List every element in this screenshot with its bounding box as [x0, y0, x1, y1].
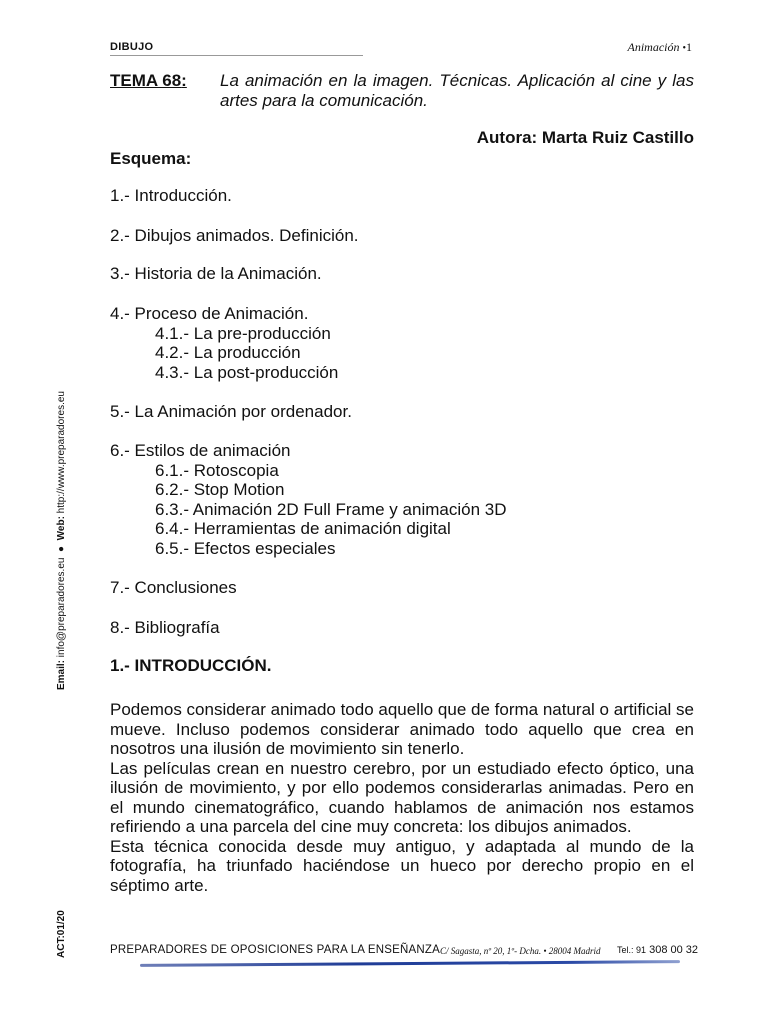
outline-subitem: 6.4.- Herramientas de animación digital [155, 519, 451, 538]
document-code: ACT:01/20 [56, 910, 67, 958]
header-section: DIBUJO [110, 41, 154, 53]
footer-tel-label: Tel.: 91 [617, 945, 647, 955]
outline-heading: Esquema: [110, 149, 192, 168]
header-rule [110, 55, 363, 56]
page-number: 1 [686, 40, 692, 54]
paragraph: Podemos considerar animado todo aquello que de forma natural o artificial se mueve. Incluso podemos considerar animado todo aquello que crea en nosotros una ilusión de movimiento sin tenerlo. [110, 700, 695, 758]
email-link[interactable]: info@preparadores.eu [56, 557, 67, 658]
outline-subitem: 6.2.- Stop Motion [155, 480, 285, 499]
footer-tel-number: 308 00 32 [649, 944, 699, 956]
outline-item-5: 5.- La Animación por ordenador. [110, 402, 352, 421]
author: Autora: Marta Ruiz Castillo [476, 128, 694, 147]
outline-subitem: 4.1.- La pre-producción [155, 323, 331, 343]
outline-subitem: 4.3.- La post-producción [155, 362, 339, 382]
outline-item-6-title: 6.- Estilos de animación [110, 441, 291, 460]
tema-label: TEMA 68: [110, 71, 187, 90]
separator-dot: ● [56, 545, 67, 552]
outline-item-1: 1.- Introducción. [110, 186, 232, 205]
outline-item-8: 8.- Bibliografía [110, 618, 220, 637]
footer-rule [140, 960, 680, 967]
paragraph: Las películas crean en nuestro cerebro, por un estudiado efecto óptico, una ilusión de movimiento, y por ello podemos considerarlas animadas. Pero en el mundo cinematográfico, cuando hablamos de animación nos estamos refiriendo a una parcela del cine muy concreta: los dibujos animados. [110, 758, 694, 836]
outline-subitem: 6.1.- Rotoscopia [155, 460, 279, 480]
outline-item-3: 3.- Historia de la Animación. [110, 264, 322, 283]
outline-item-6 [110, 441, 694, 558]
tema-title: La animación en la imagen. Técnicas. Aplicación al cine y las artes para la comunicación. [220, 71, 694, 110]
outline-item-7: 7.- Conclusiones [110, 578, 237, 597]
outline-subitem: 4.2.- La producción [155, 343, 301, 362]
outline-subitem: 6.3.- Animación 2D Full Frame y animación 3D [155, 499, 507, 519]
header-bullet: • [682, 43, 686, 54]
outline-item-2: 2.- Dibujos animados. Definición. [110, 226, 359, 245]
tema-colon: : [181, 71, 187, 90]
footer-org: PREPARADORES DE OPOSICIONES PARA LA ENSEÑANZA [110, 944, 441, 956]
footer-phone [617, 944, 698, 956]
footer-address: C/ Sagasta, nº 20, 1º- Dcha. • 28004 Madrid [440, 946, 601, 956]
sidebar-contact [56, 391, 67, 690]
outline-item-4-title: 4.- Proceso de Animación. [110, 304, 309, 323]
section-title: 1.- INTRODUCCIÓN. [110, 656, 272, 675]
paragraph: Esta técnica conocida desde muy antiguo, y adaptada al mundo de la fotografía, ha triunfado haciéndose un hueco por derecho propio en el séptimo arte. [110, 836, 694, 895]
outline-item-4 [110, 304, 694, 382]
section-body [110, 700, 694, 895]
web-label: Web: [56, 516, 67, 541]
outline-subitem: 6.5.- Efectos especiales [155, 538, 336, 558]
email-label: Email: [56, 659, 67, 690]
web-link[interactable]: http://www.preparadores.eu [56, 391, 67, 514]
header-topic: Animación [627, 40, 680, 54]
header-topic-page [600, 40, 692, 55]
